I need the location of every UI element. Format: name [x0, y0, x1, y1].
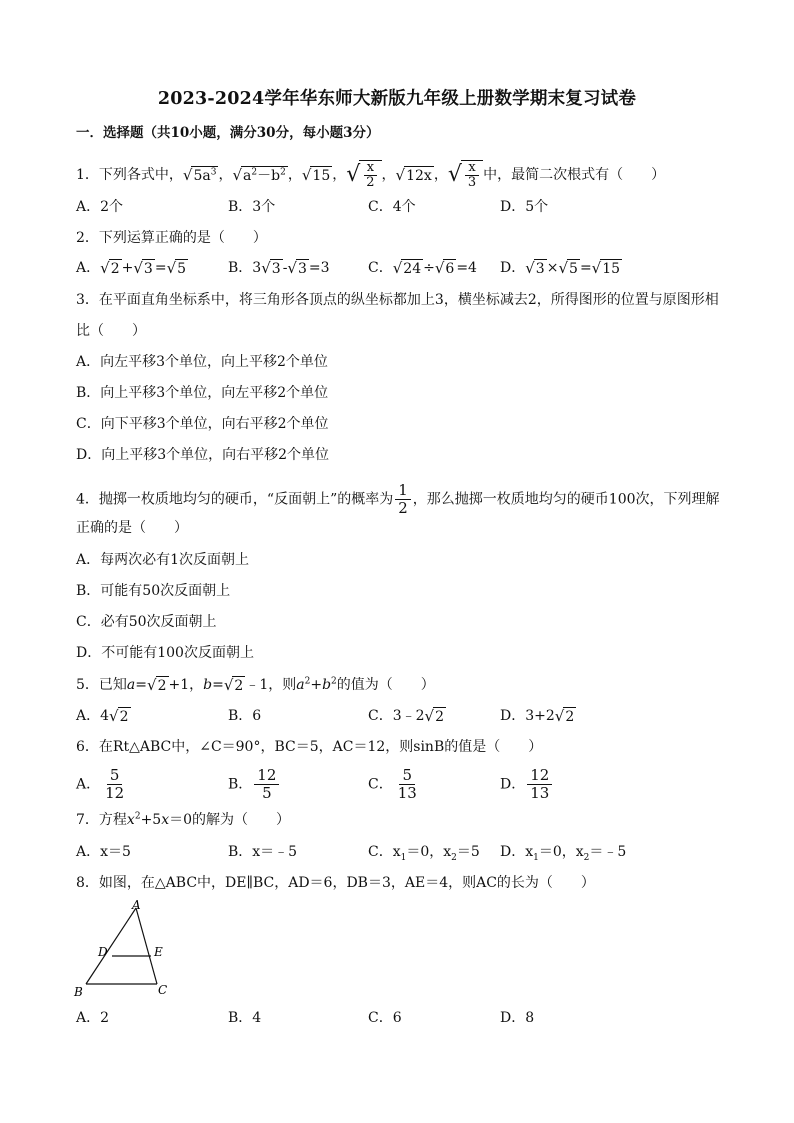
q3-option-a: A．向左平移3个单位，向上平移2个单位 — [76, 354, 328, 370]
q6-option-c: C． $\frac{5}{13}$ — [368, 766, 417, 802]
q8-option-a: A．2 — [76, 1010, 110, 1026]
q7-option-d: D．$x_1=0$，$x_2=﹣5$ — [500, 844, 627, 863]
q1-option-c: C．4个 — [368, 199, 416, 215]
label-d: D — [98, 945, 108, 959]
question-6-stem: 6．在Rt△ABC中，∠C＝90°，BC＝5，AC＝12，则sinB的值是（ ） — [76, 739, 543, 755]
q6-option-d: D． $\frac{12}{13}$ — [500, 767, 554, 802]
q1-radical-2: √ $a^2-b^2$ — [232, 165, 286, 184]
label-e: E — [154, 945, 163, 959]
q5-option-c: C．3﹣2 √ 2 — [368, 706, 445, 725]
q4-option-b: B．可能有50次反面朝上 — [76, 583, 231, 599]
q8-option-b: B．4 — [228, 1010, 262, 1026]
q2-option-a: A． √ 2 + √ 3 = √ 5 — [76, 258, 187, 277]
q5-option-b: B．6 — [228, 708, 262, 724]
q1-option-b: B．3个 — [228, 199, 276, 215]
q3-option-d: D．向上平移3个单位，向右平移2个单位 — [76, 447, 330, 463]
page-title: 2023-2024学年华东师大新版九年级上册数学期末复习试卷 — [157, 89, 637, 109]
q5-option-a: A．4 √ 2 — [76, 706, 129, 725]
q5-option-d: D．3+2 √ 2 — [500, 706, 575, 725]
question-7-stem: 7．方程$x^2+5x=0$的解为（ ） — [76, 811, 291, 828]
question-2-stem: 2．下列运算正确的是（ ） — [76, 230, 267, 246]
q1-radical-1: √ $5a^3$ — [182, 165, 217, 184]
q6-option-b: B． $\frac{12}{5}$ — [228, 767, 281, 802]
q2-option-b: B．3 √ 3 - √ 3 =3 — [228, 258, 330, 277]
question-4-stem-line1: 4．抛掷一枚质地均匀的硬币，“反面朝上”的概率为 $\frac{1}{2}$ ，那么抛掷一枚质地均匀的硬币100次，下列理解 — [76, 481, 720, 517]
q4-option-c: C．必有50次反面朝上 — [76, 614, 217, 630]
q2-option-c: C． √ 24 ÷ √ 6 =4 — [368, 258, 477, 277]
question-4-stem-line2: 正确的是（ ） — [76, 520, 188, 536]
q8-option-d: D．8 — [500, 1010, 535, 1026]
q7-option-b: B．x＝﹣5 — [228, 844, 298, 860]
q2-option-d: D． √ 3 × √ 5 = √ 15 — [500, 258, 621, 277]
q7-option-a: A．x＝5 — [76, 844, 131, 860]
question-3-stem-line1: 3．在平面直角坐标系中，将三角形各顶点的纵坐标都加上3，横坐标减去2，所得图形的位置与原图形相 — [76, 292, 719, 308]
q4-fraction: $\frac{1}{2}$ — [395, 482, 411, 517]
section-heading: 一．选择题（共10小题，满分30分，每小题3分） — [76, 125, 380, 141]
q8-option-c: C．6 — [368, 1010, 402, 1026]
question-3-stem-line2: 比（ ） — [76, 323, 146, 339]
q1-option-d: D．5个 — [500, 199, 549, 215]
q6-option-a: A． $\frac{5}{12}$ — [76, 766, 125, 802]
q3-option-b: B．向上平移3个单位，向左平移2个单位 — [76, 385, 329, 401]
q1-option-a: A．2个 — [76, 199, 124, 215]
q1-radical-4: √ $\frac{x}{2}$ — [346, 160, 381, 190]
q1-prefix: 1．下列各式中， — [76, 167, 183, 183]
q7-option-c: C．$x_1=0$，$x_2=5$ — [368, 844, 480, 863]
q3-option-c: C．向下平移3个单位，向右平移2个单位 — [76, 416, 329, 432]
label-b: B — [74, 985, 83, 999]
label-c: C — [158, 983, 168, 997]
question-5-stem: 5．已知a= √ 2 +1，b= √ 2 ﹣1，则$a^2+b^2$的值为（ ） — [76, 675, 435, 694]
q1-suffix: 中，最简二次根式有（ ） — [483, 167, 666, 183]
label-a: A — [132, 898, 141, 912]
q1-radical-3: √ 15 — [301, 165, 331, 184]
q1-radical-6: √ $\frac{x}{3}$ — [448, 160, 483, 190]
triangle-figure — [72, 898, 182, 1003]
question-1-stem: 1．下列各式中， √ $5a^3$ ， √ $a^2-b^2$ ， √ 15 ， √ $\frac{x}{2}$ ， √ 12x ， √ $\frac{x}{3}$ 中，最简二次根式有（ ） — [76, 160, 666, 190]
q4-option-d: D．不可能有100次反面朝上 — [76, 645, 254, 661]
q4-option-a: A．每两次必有1次反面朝上 — [76, 552, 250, 568]
question-8-stem: 8．如图，在△ABC中，DE∥BC，AD＝6，DB＝3，AE＝4，则AC的长为（ ） — [76, 875, 595, 891]
side-ab — [86, 908, 136, 984]
q1-radical-5: √ 12x — [395, 165, 432, 184]
